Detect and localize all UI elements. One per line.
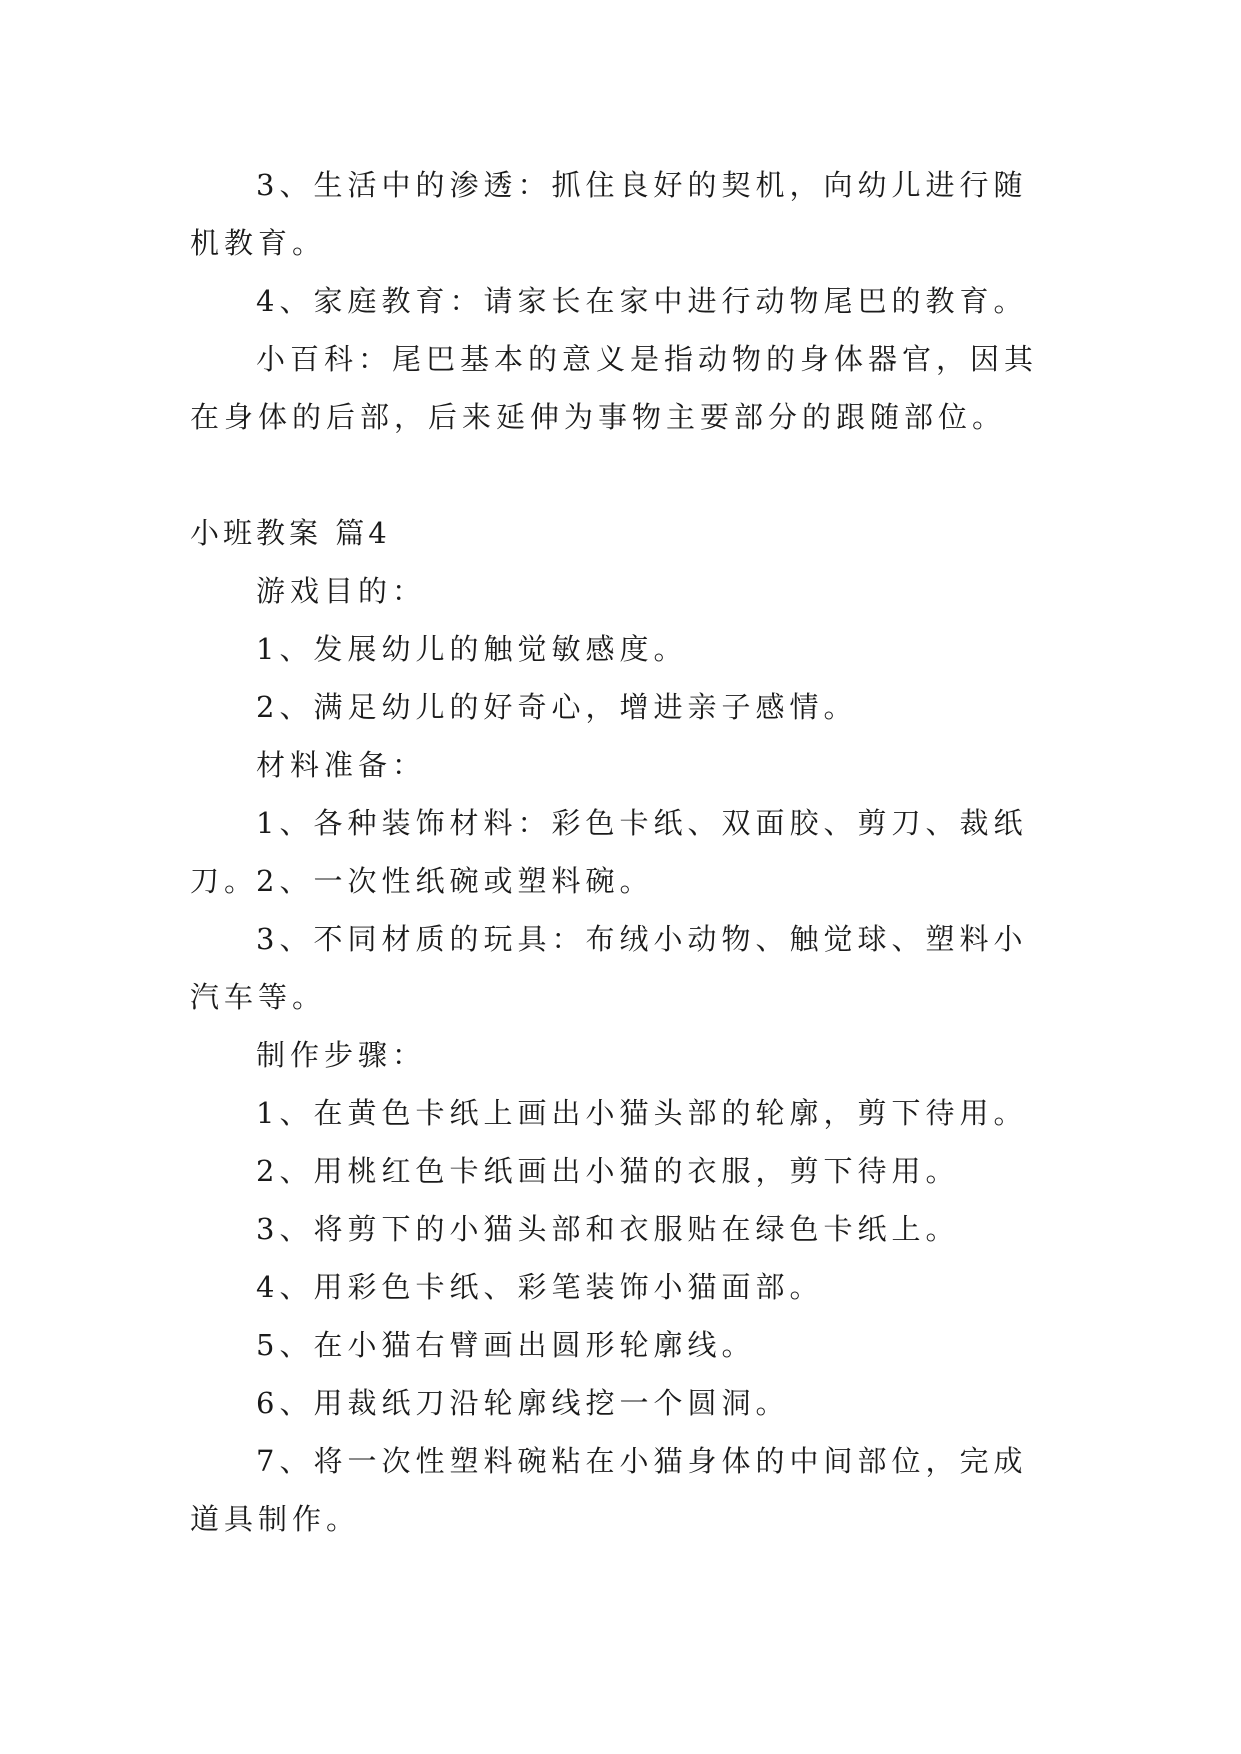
paragraph-life-education: 3、生活中的渗透：抓住良好的契机，向幼儿进行随机教育。 (190, 168, 1028, 260)
list-item: 1、在黄色卡纸上画出小猫头部的轮廓，剪下待用。 (256, 1096, 1028, 1130)
list-item: 2、一次性纸碗或塑料碗。 (256, 864, 654, 898)
list-item: 2、满足幼儿的好奇心，增进亲子感情。 (256, 690, 858, 724)
list-item: 材料准备： (256, 748, 427, 782)
list-item: 1、发展幼儿的触觉敏感度。 (256, 632, 688, 666)
list-item: 3、不同材质的玩具：布绒小动物、触觉球、塑料小汽车等。 (190, 922, 1028, 1014)
section-title: 小班教案 篇4 (190, 516, 391, 550)
list-item: 制作步骤： (256, 1038, 427, 1072)
list-item: 游戏目的： (256, 574, 427, 608)
list-item: 7、将一次性塑料碗粘在小猫身体的中间部位，完成道具制作。 (190, 1444, 1028, 1536)
paragraph-family-education: 4、家庭教育：请家长在家中进行动物尾巴的教育。 (256, 284, 1028, 318)
list-item: 4、用彩色卡纸、彩笔装饰小猫面部。 (256, 1270, 824, 1304)
list-item: 3、将剪下的小猫头部和衣服贴在绿色卡纸上。 (256, 1212, 960, 1246)
paragraph-encyclopedia: 小百科：尾巴基本的意义是指动物的身体器官，因其在身体的后部，后来延伸为事物主要部分的跟随部位。 (190, 342, 1039, 434)
list-item: 6、用裁纸刀沿轮廓线挖一个圆洞。 (256, 1386, 790, 1420)
list-item: 1、各种装饰材料：彩色卡纸、双面胶、剪刀、裁纸刀。 (190, 806, 1028, 898)
list-item: 2、用桃红色卡纸画出小猫的衣服，剪下待用。 (256, 1154, 960, 1188)
list-item: 5、在小猫右臂画出圆形轮廓线。 (256, 1328, 756, 1362)
